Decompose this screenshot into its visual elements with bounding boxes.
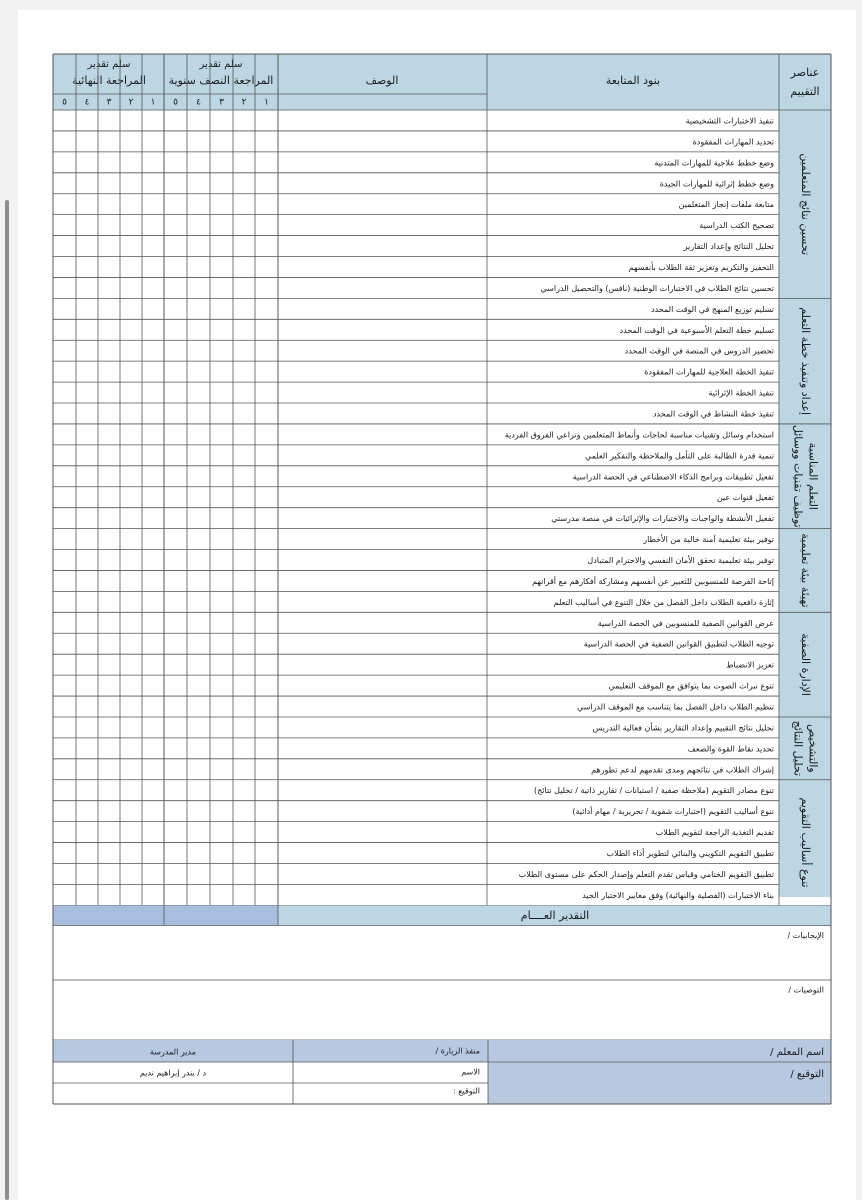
elements-header-line2: التقييم xyxy=(790,85,820,98)
overall-label: التقدير العــــام xyxy=(520,908,590,922)
section-title: إعداد وتنفيذ خطة التعلم xyxy=(799,307,812,416)
section-title: توظيف تقنيات ووسائل xyxy=(791,424,805,528)
items-header: بنود المتابعة xyxy=(605,74,661,87)
principal-label: مدير المدرسة xyxy=(149,1047,197,1057)
item-text: تصحيح الكتب الدراسية xyxy=(699,221,774,231)
signature-cell xyxy=(488,1062,831,1104)
evaluation-form-page xyxy=(18,10,856,1200)
section-title: التعلم المناسبة xyxy=(806,442,820,510)
item-text: تطبيق التقويم التكويني والبنائي لتطوير أداء الطلاب xyxy=(606,849,774,859)
visitor-sign-label: التوقيع : xyxy=(453,1086,480,1096)
item-text: استخدام وسائل وتقنيات مناسبة لحاجات وأنماط المتعلمين وتراعي الفروق الفردية xyxy=(504,430,774,440)
final-scale-number: ٥ xyxy=(62,97,67,108)
item-text: تنوع أساليب التقويم (اختبارات شفوية / تحريرية / مهام أدائية) xyxy=(572,807,774,817)
final-scale-number: ٢ xyxy=(128,97,134,108)
section-title: الإدارة الصفية xyxy=(799,633,812,696)
item-text: تحضير الدروس في المنصة في الوقت المحدد xyxy=(624,346,774,356)
section-title: تنوع أساليب التقويم xyxy=(799,797,812,888)
section-title: تهيئة بيئة تعليمية xyxy=(799,533,812,608)
item-text: تطبيق التقويم الختامي وقياس تقدم التعلم وإصدار الحكم على مستوى الطلاب xyxy=(518,869,774,879)
overall-final-cell xyxy=(53,905,164,925)
item-text: إتاحة الفرصة للمنسوبين للتعبير عن أنفسهم ومشاركة أفكارهم مع أقرانهم xyxy=(532,576,774,586)
teacher-name-label: اسم المعلم / xyxy=(770,1047,824,1058)
item-text: تقديم التغذية الراجعة لتقويم الطلاب xyxy=(655,828,774,838)
section-title: والتشخيص xyxy=(806,723,820,773)
item-text: تفعيل قنوات عين xyxy=(716,493,774,503)
mid-scale-number: ٤ xyxy=(196,97,201,108)
final-scale-number: ٣ xyxy=(106,97,112,108)
item-text: إشراك الطلاب في نتائجهم ومدى تقدمهم لدعم تطورهم xyxy=(591,765,774,775)
signature-label: التوقيع / xyxy=(790,1069,824,1080)
item-text: تحديد نقاط القوة والضعف xyxy=(687,744,774,754)
item-text: توجيه الطلاب لتطبيق القوانين الصفية في الحصة الدراسية xyxy=(583,639,774,649)
final-scale-number: ٤ xyxy=(84,97,90,108)
section-title: تحسين نتائج المتعلمين xyxy=(799,153,812,256)
item-text: تفعيل تطبيقات وبرامج الذكاء الاصطناعي في الحصة الدراسية xyxy=(572,472,774,482)
mid-scale-number: ١ xyxy=(264,97,269,108)
final-scale-title: سلم تقدير xyxy=(87,59,131,70)
positives-label: الإيجابيات / xyxy=(787,930,824,940)
description-header: الوصف xyxy=(365,74,399,87)
final-scale-number: ١ xyxy=(150,97,156,108)
mid-scale-title: سلم تقدير xyxy=(199,59,243,70)
mid-scale-number: ٥ xyxy=(173,97,178,108)
item-text: وضع خطط علاجية للمهارات المتدنية xyxy=(654,158,774,168)
item-text: تسليم توزيع المنهج في الوقت المحدد xyxy=(651,304,774,314)
item-text: تنوع نبرات الصوت بما يتوافق مع الموقف التعليمي xyxy=(608,681,774,691)
item-text: تنظيم الطلاب داخل الفصل بما يتناسب مع الموقف الدراسي xyxy=(576,702,774,712)
visitor-name-label: الاسم xyxy=(461,1067,480,1077)
evaluation-form-svg xyxy=(18,10,856,1200)
item-text: التحفيز والتكريم وتعزيز ثقة الطلاب بأنفسهم xyxy=(628,262,774,272)
item-text: تفعيل الأنشطة والواجبات والاختبارات والإثرائيات في منصة مدرستي xyxy=(551,514,774,524)
recommendations-label: التوصيات / xyxy=(788,985,824,995)
item-text: متابعة ملفات إنجاز المتعلمين xyxy=(678,200,774,210)
item-text: تسليم خطة التعلم الأسبوعية في الوقت المحدد xyxy=(619,325,774,335)
item-text: تحديد المهارات المفقودة xyxy=(692,137,774,147)
item-text: بناء الاختبارات (الفصلية والنهائية) وفق معايير الاختبار الجيد xyxy=(582,890,774,900)
item-text: عرض القوانين الصفية للمنسوبين في الحصة الدراسية xyxy=(597,618,774,628)
scrollbar[interactable] xyxy=(5,200,9,1200)
item-text: توفير بيئة تعليمية آمنة خالية من الأخطار xyxy=(643,535,774,545)
item-text: وضع خطط إثرائية للمهارات الجيدة xyxy=(659,179,774,189)
item-text: تنفيذ خطة النشاط في الوقت المحدد xyxy=(652,409,774,419)
elements-header-line1: عناصر xyxy=(790,66,820,79)
mid-scale-subtitle: المراجعة النصف سنوية xyxy=(168,74,274,87)
item-text: تحليل النتائج وإعداد التقارير xyxy=(683,242,774,252)
overall-mid-cell xyxy=(164,905,278,925)
item-text: تحليل نتائج التقييم وإعداد التقارير بشأن فعالية التدريس xyxy=(592,723,774,733)
principal-name: د / بندر إبراهيم نديم xyxy=(139,1068,207,1078)
visitor-label: منفذ الزيارة / xyxy=(435,1046,480,1056)
mid-scale-number: ٣ xyxy=(219,97,224,108)
section-title: تحليل النتائج xyxy=(791,720,805,777)
item-text: تنوع مصادر التقويم (ملاحظة صفية / استبانات / تقارير ذاتية / تحليل نتائج) xyxy=(534,786,774,796)
item-text: تنفيذ الخطة الإثرائية xyxy=(708,388,774,398)
mid-scale-number: ٢ xyxy=(241,97,247,108)
item-text: إثارة دافعية الطلاب داخل الفصل من خلال التنوع في أساليب التعلم xyxy=(553,597,774,607)
item-text: تعزيز الانضباط xyxy=(726,660,774,670)
item-text: توفير بيئة تعليمية تحقق الأمان النفسي والاحترام المتبادل xyxy=(587,555,774,565)
final-scale-subtitle: المراجعة النهائية xyxy=(72,74,146,87)
item-text: تحسين نتائج الطلاب في الاختبارات الوطنية (نافس) والتحصيل الدراسي xyxy=(540,283,774,293)
item-text: تنفيذ الاختبارات التشخيصية xyxy=(685,116,774,126)
item-text: تنفيذ الخطة العلاجية للمهارات المفقودة xyxy=(644,367,774,377)
item-text: تنمية قدرة الطالبة على التأمل والملاحظة والتفكير العلمي xyxy=(584,451,774,461)
